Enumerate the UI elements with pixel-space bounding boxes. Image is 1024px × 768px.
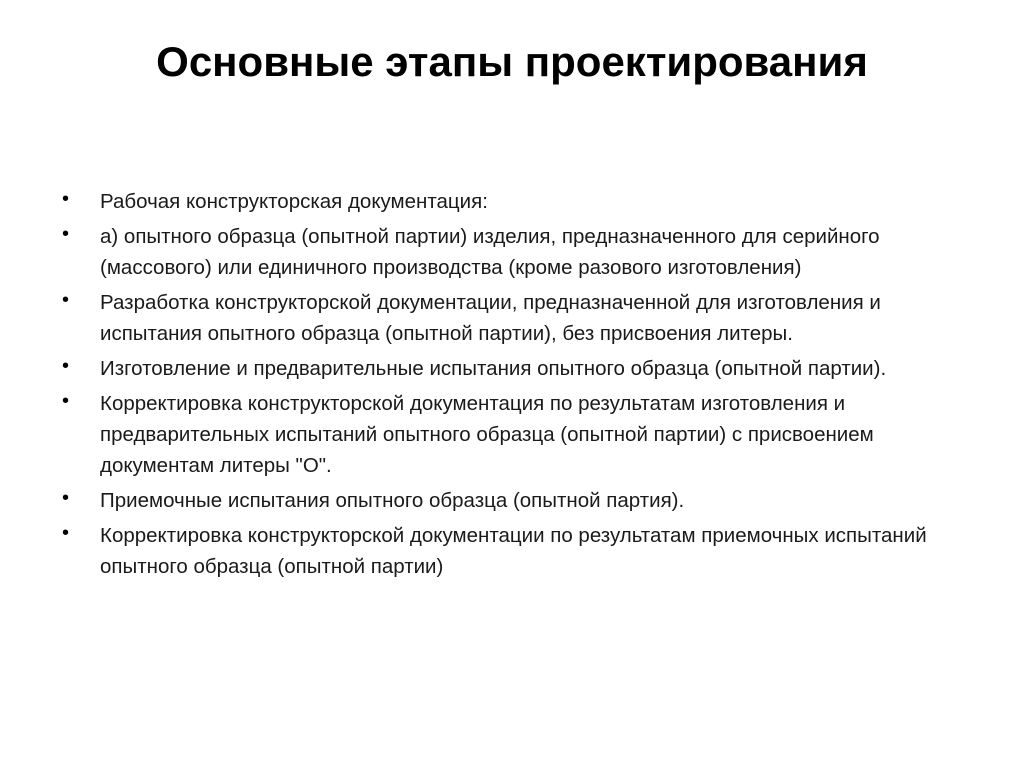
bullet-text: Разработка конструкторской документации, предназначенной для изготовления и испытания опытного образца (опытной партии), без присвоения литеры. xyxy=(100,291,881,345)
slide-title: Основные этапы проектирования xyxy=(156,38,868,85)
bullet-icon: • xyxy=(62,188,70,210)
bullet-icon: • xyxy=(62,223,70,245)
bullet-icon: • xyxy=(62,390,70,412)
bullet-item xyxy=(62,186,982,217)
bullet-list xyxy=(62,186,982,586)
bullet-icon: • xyxy=(62,289,70,311)
bullet-text: Приемочные испытания опытного образца (опытной партия). xyxy=(100,489,685,512)
bullet-item xyxy=(62,353,982,384)
bullet-text: а) опытного образца (опытной партии) изделия, предназначенного для серийного (массового) или единичного производства (кроме разового изготовления) xyxy=(100,225,880,279)
bullet-item xyxy=(62,485,982,516)
bullet-item xyxy=(62,388,982,481)
bullet-item xyxy=(62,520,982,582)
bullet-text: Корректировка конструкторской документация по результатам изготовления и предварительных испытаний опытного образца (опытной партии) с присвоением документам литеры "О". xyxy=(100,392,874,477)
bullet-icon: • xyxy=(62,487,70,509)
bullet-item xyxy=(62,221,982,283)
bullet-text: Корректировка конструкторской документации по результатам приемочных испытаний опытного образца (опытной партии) xyxy=(100,524,927,578)
bullet-icon: • xyxy=(62,522,70,544)
bullet-icon: • xyxy=(62,355,70,377)
bullet-text: Изготовление и предварительные испытания опытного образца (опытной партии). xyxy=(100,357,887,380)
bullet-item xyxy=(62,287,982,349)
bullet-text: Рабочая конструкторская документация: xyxy=(100,190,488,213)
